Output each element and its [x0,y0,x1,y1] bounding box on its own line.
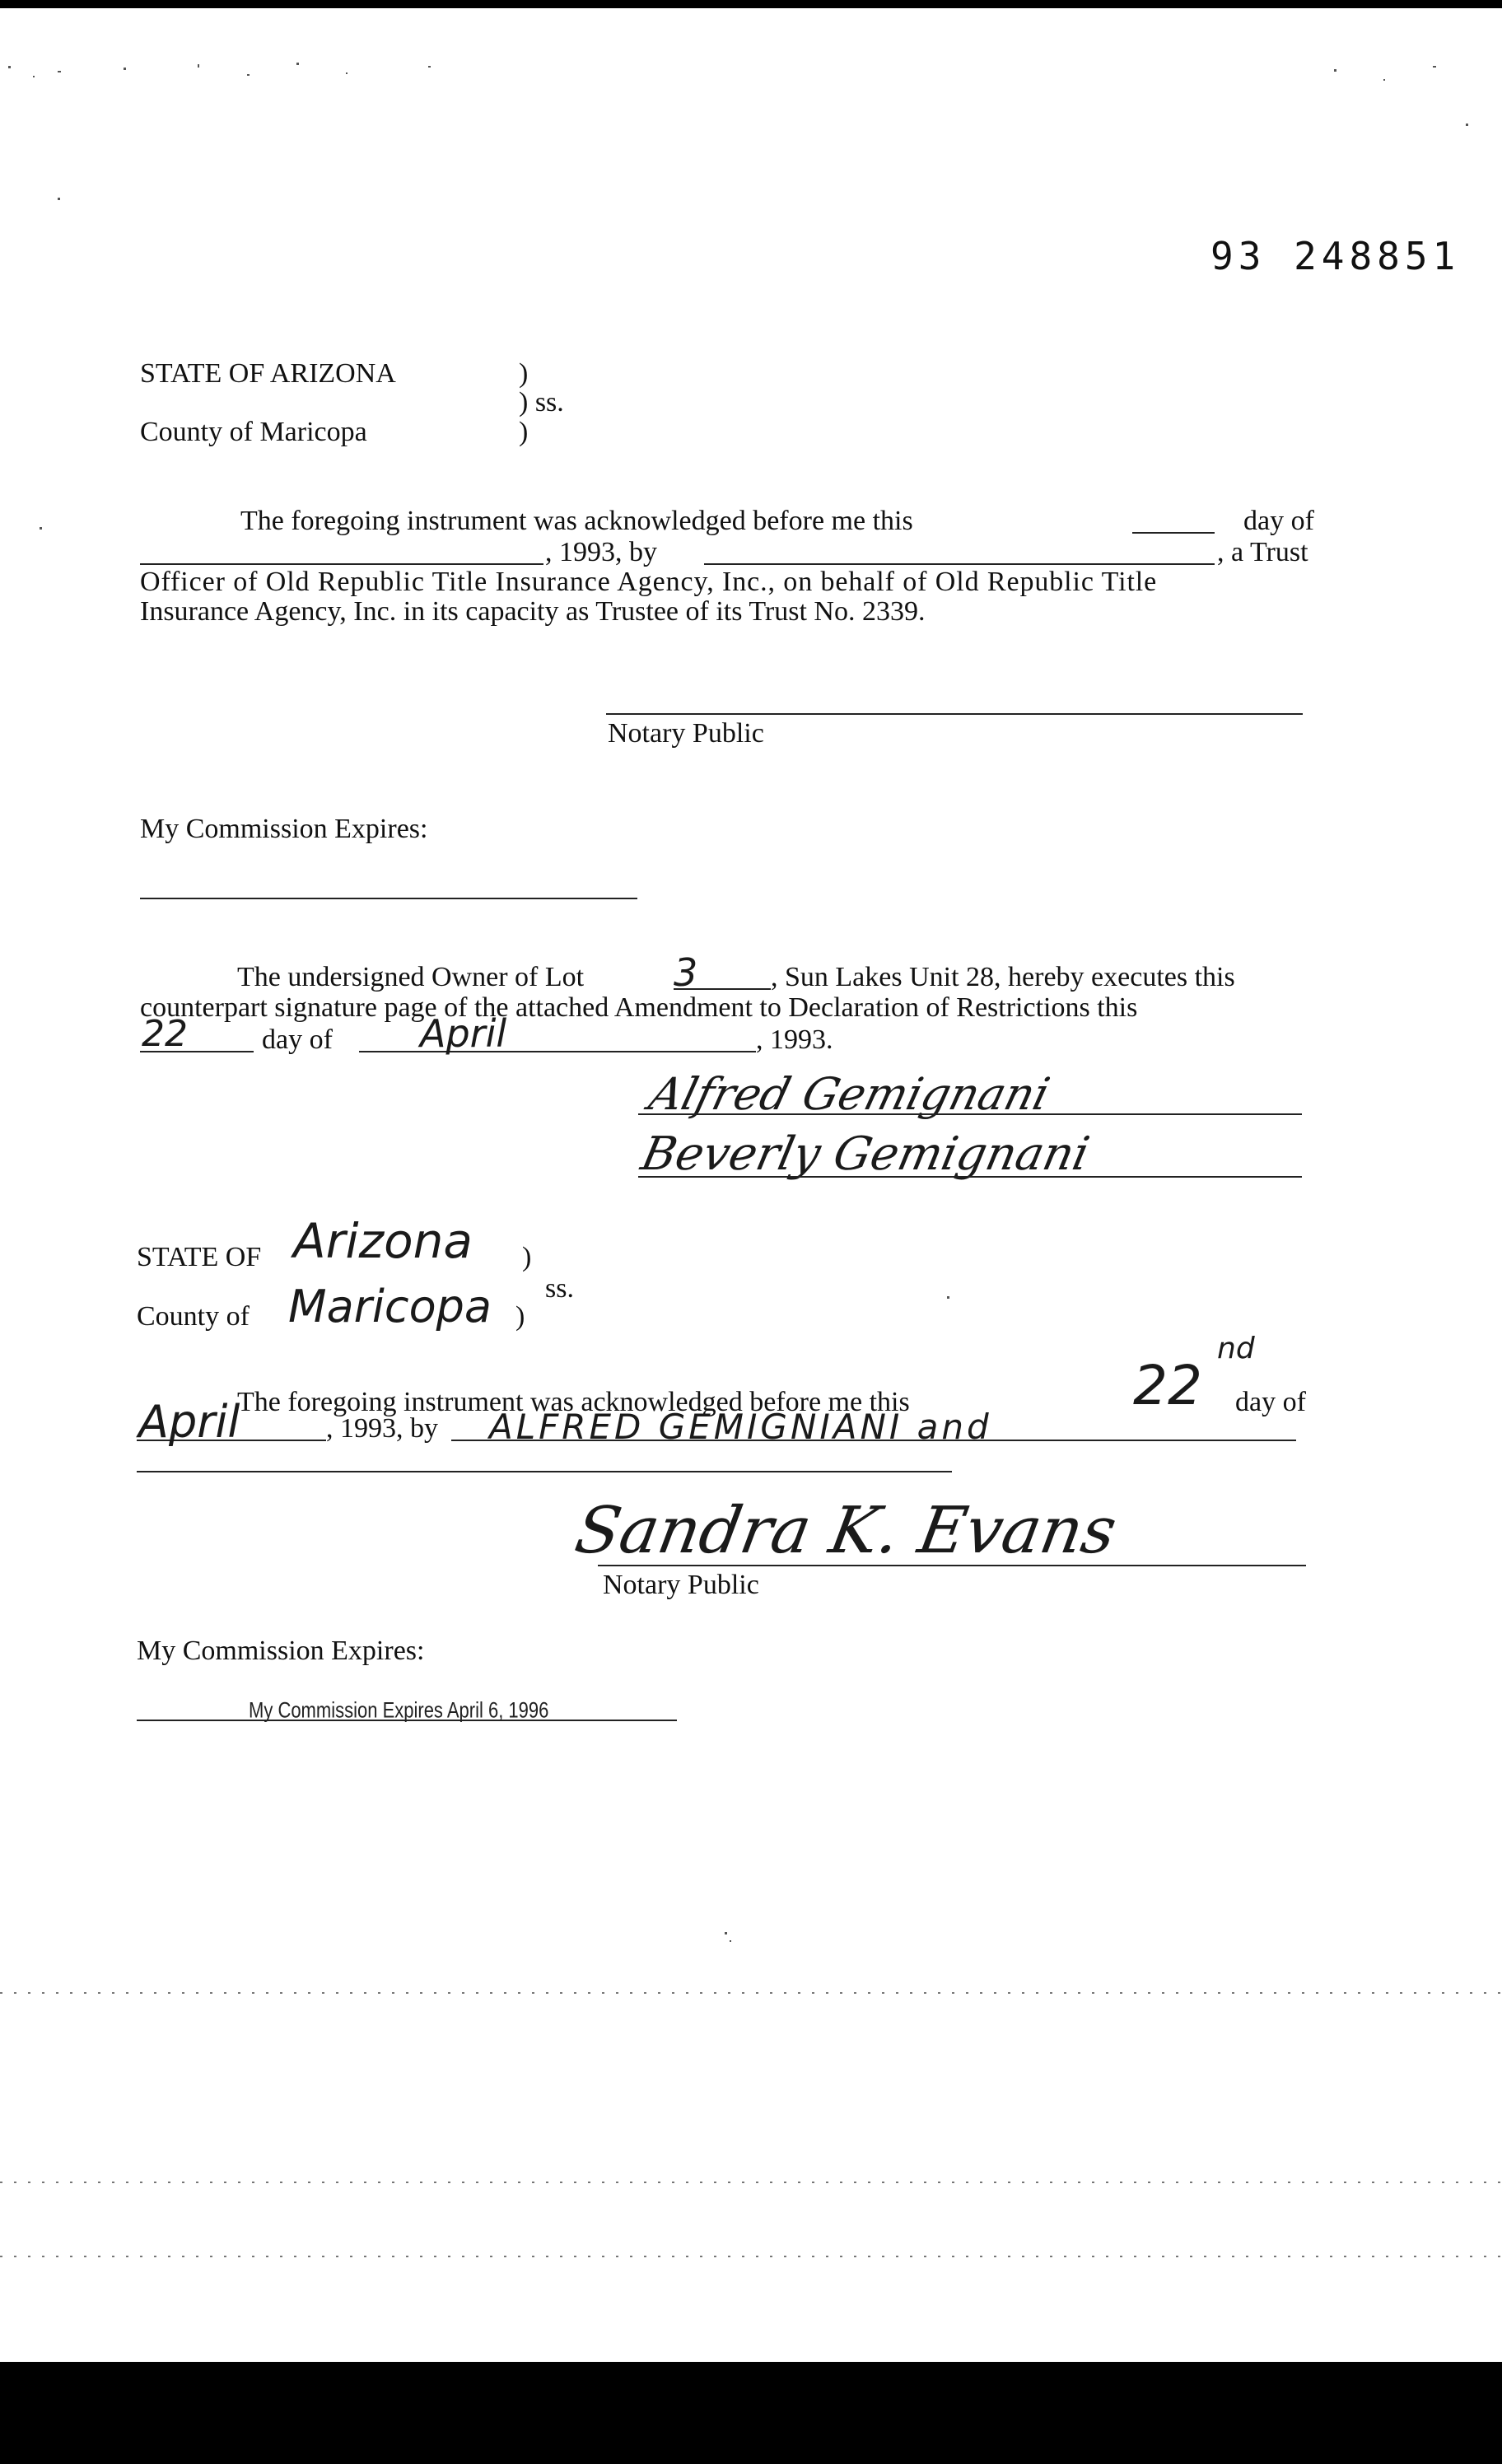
owner-signature-line-2 [638,1176,1302,1178]
state-label-1: STATE OF ARIZONA [140,358,396,389]
owner-line1-b: , Sun Lakes Unit 28, hereby executes this [771,962,1235,992]
notary-signature-line-2 [598,1565,1306,1566]
bracket-paren-2a: ) [522,1242,532,1272]
owner-month-blank [359,1051,756,1052]
ack-day-blank [1132,532,1215,534]
ack-line4-text: Insurance Agency, Inc. in its capacity as Trustee of its Trust No. 2339. [140,596,926,627]
owner-year: , 1993. [756,1024,833,1055]
owner-signature-2: Beverly Gemignani [637,1127,1094,1181]
ack-line2-trust: , a Trust [1217,537,1308,567]
owner-signature-line-1 [638,1113,1302,1115]
ack2-day-suffix: nd [1217,1332,1255,1365]
notary-signature-line-1 [606,713,1303,715]
ack2-line1-text: The foregoing instrument was acknowledged before me this [237,1387,910,1417]
owner-day-handwritten: 22 [142,1013,188,1055]
bracket-paren-2b: ) [515,1301,525,1332]
ack-date-blank [140,563,543,565]
commission-expires-line-1 [140,898,637,899]
state-handwritten: Arizona [293,1213,473,1269]
commission-expires-stamp: My Commission Expires April 6, 1996 [249,1697,549,1723]
county-label-2: County of [137,1301,250,1332]
notary-signature-2: Sandra K. Evans [570,1494,1122,1568]
ss-label-2: ss. [545,1273,574,1304]
ack2-by-handwritten: ALFRED GEMIGNIANI and [489,1407,992,1447]
county-label-1: County of Maricopa [140,417,367,447]
ack2-month-handwritten: April [138,1396,240,1448]
ack2-line2-year: , 1993, by [326,1413,438,1444]
bracket-paren-1b: ) [519,417,529,447]
owner-month-handwritten: April [420,1011,507,1056]
ack-line3: Officer of Old Republic Title Insurance Agency, Inc., on behalf of Old Republic Title [140,567,1158,597]
state-label-2: STATE OF [137,1242,262,1272]
notary-public-label-2: Notary Public [603,1570,759,1600]
ack-line2-year: , 1993, by [545,537,657,567]
commission-expires-label-1: My Commission Expires: [140,814,428,844]
ack-line3-text [140,568,1322,596]
commission-expires-label-2: My Commission Expires: [137,1636,425,1666]
owner-day-of: day of [262,1024,333,1055]
lot-number-handwritten: 3 [674,950,698,995]
owner-line1-a: The undersigned Owner of Lot [237,962,585,992]
ss-label-1: ) ss. [519,387,564,418]
bracket-paren-1a: ) [519,358,529,389]
owner-line2: counterpart signature page of the attached Amendment to Declaration of Restrictions this [140,992,1138,1023]
ack-line1-text: The foregoing instrument was acknowledged before me this [240,506,913,536]
notary-public-label-1: Notary Public [608,718,764,749]
ack-by-blank [704,563,1215,565]
owner-signature-1: Alfred Gemignani [644,1068,1055,1120]
ack2-day-handwritten: 22 [1133,1354,1202,1417]
recording-number: 93 248851 [1210,234,1461,278]
county-handwritten: Maricopa [288,1281,492,1332]
commission-expires-line-2 [137,1720,677,1721]
ack-line1-dayof: day of [1243,506,1314,536]
ack2-line1-dayof: day of [1235,1387,1306,1417]
ack2-second-line [137,1471,952,1472]
